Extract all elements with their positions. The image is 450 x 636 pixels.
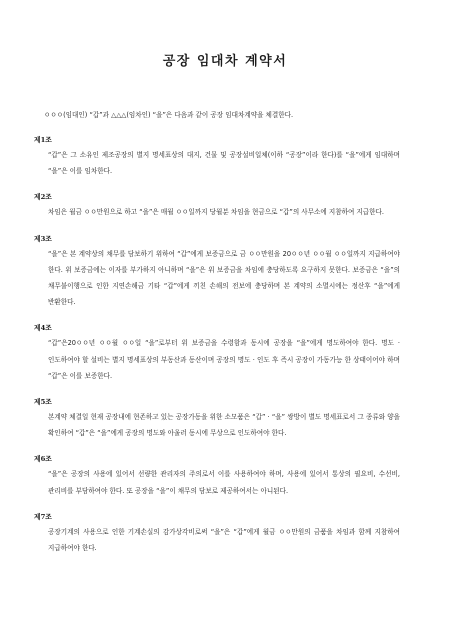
article-heading: 제4조: [34, 324, 52, 333]
article-text: 차임은 월금 ㅇㅇ만원으로 하고 “을”은 매월 ㅇㅇ일까지 당월분 차임을 현금으로 “갑”의 사무소에 지참하여 지급한다.: [48, 208, 385, 217]
article-6: [34, 454, 400, 498]
article-text: “갑”은20ㅇㅇ년 ㅇㅇ월 ㅇㅇ일 “을”로부터 위 보증금을 수령함과 동시에 공장을 “을”에게 명도하여야 한다. 명도 · 인도하여야 할 설비는 별지 명세표상의 부동산과 동산이며 공장의 명도 · 인도 후 즉시 공장이 가동가능 한 상태이어야 하며 “갑”은 이를 보증한다.: [48, 339, 400, 380]
article-text: 공장기계의 사용으로 인한 기계손실의 감가상각비로써 “을”은 “갑”에게 월금 ㅇㅇ만원의 금품을 차임과 함께 지참하여 지급하여야 한다.: [48, 527, 400, 553]
article-4: [34, 323, 400, 384]
contract-intro: ㅇㅇㅇ(임대인) “갑”과 △△△(임차인) “을”은 다음과 같이 공장 임대차계약을 체결한다.: [44, 111, 294, 119]
article-heading: 제1조: [34, 136, 52, 144]
article-heading: 제7조: [34, 512, 52, 521]
article-heading: 제2조: [34, 193, 52, 202]
article-heading: 제3조: [34, 234, 52, 243]
document-title: 공장 임대차 계약서: [162, 54, 288, 69]
article-heading: 제5조: [34, 398, 52, 407]
article-2: [34, 192, 400, 220]
article-5: [34, 397, 400, 441]
article-3: [34, 234, 400, 311]
article-text: “을”은 공장의 사용에 있어서 선량한 관리자의 주의로서 이를 사용하여야 하며, 사용에 있어서 통상의 필요비, 수선비, 관리비를 부담하여야 한다. 또 공장을 “을”이 채무의 담보로 제공하여서는 아니된다.: [48, 470, 400, 495]
article-heading: 제6조: [34, 455, 52, 464]
article-7: [34, 512, 400, 556]
article-text: “갑”은 그 소유인 제조공장의 별지 명세표상의 대지, 건물 및 공장설비일체(이하 “공장”이라 한다)를 “을”에게 임대하며 “을”은 이를 임차한다.: [48, 151, 400, 176]
article-text: “을”은 본 계약상의 채무를 담보하기 위하여 “갑”에게 보증금으로 금 ㅇㅇ만원을 20ㅇㅇ년 ㅇㅇ월 ㅇㅇ일까지 지급하여야 한다. 위 보증금에는 이자를 부가하지 아니하며 “을”은 위 보증금을 차임에 충당하도록 요구하지 못한다. 보증금은 “을”의 채무불이행으로 인한 지연손해금 기타 “갑”에게 끼친 손해의 전보에 충당하며 본 계약의 소멸시에는 정산후 “을”에게 반환한다.: [48, 249, 400, 307]
article-text: 본계약 체결일 현재 공장내에 현존하고 있는 공장가동을 위한 소모품은 “갑” · “을” 쌍방이 별도 명세표로서 그 종류와 양을 확인하여 “갑”은 “을”에게 공장의 명도와 아울러 동시에 무상으로 인도하여야 한다.: [48, 413, 400, 438]
article-1: [34, 135, 400, 179]
